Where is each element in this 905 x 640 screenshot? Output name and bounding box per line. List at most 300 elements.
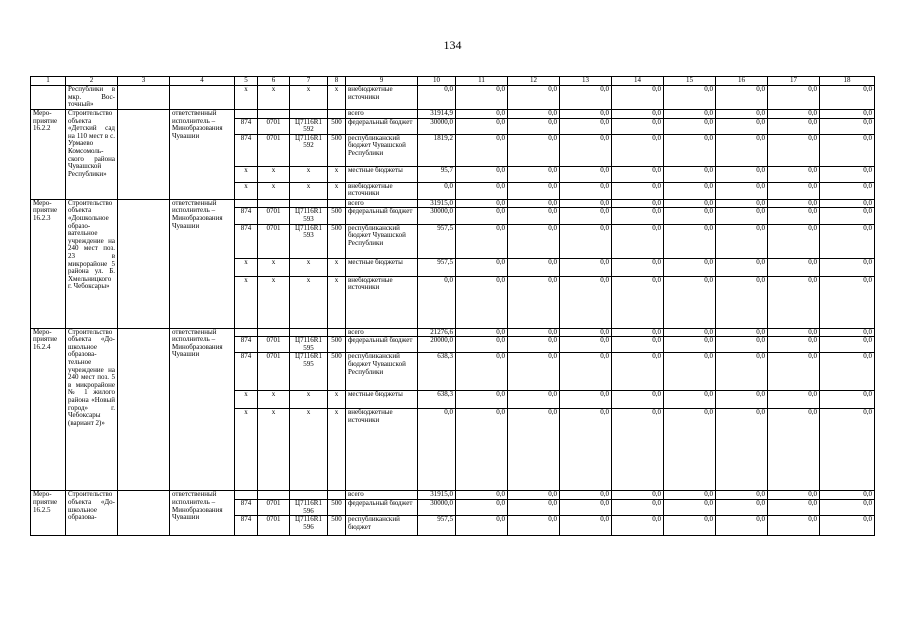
classification-code-cell: Ц7116R1 595: [290, 337, 328, 353]
header-cell: 13: [560, 77, 612, 86]
classification-code-cell: x: [290, 276, 328, 328]
classification-code-cell: Ц7116R1 592: [290, 134, 328, 166]
header-cell: 1: [31, 77, 66, 86]
classification-code-cell: x: [258, 409, 290, 491]
year-value-cell: 0,0: [664, 276, 716, 328]
header-cell: 15: [664, 77, 716, 86]
classification-code-cell: [235, 199, 258, 208]
empty-cell: [118, 328, 170, 491]
year-value-cell: 0,0: [456, 516, 508, 536]
total-value-cell: 957,5: [418, 224, 456, 258]
year-value-cell: 0,0: [612, 328, 664, 337]
empty-cell: [118, 491, 170, 536]
total-value-cell: 20000,0: [418, 337, 456, 353]
year-value-cell: 0,0: [508, 166, 560, 182]
year-value-cell: 0,0: [716, 276, 768, 328]
classification-code-cell: x: [290, 258, 328, 276]
year-value-cell: 0,0: [560, 86, 612, 110]
classification-code-cell: x: [328, 86, 346, 110]
year-value-cell: 0,0: [456, 328, 508, 337]
classification-code-cell: x: [258, 276, 290, 328]
classification-code-cell: [258, 110, 290, 119]
executor-cell: ответственный исполнитель – Минобразования Чувашии: [170, 199, 235, 328]
year-value-cell: 0,0: [768, 328, 820, 337]
classification-code-cell: x: [328, 182, 346, 199]
total-value-cell: 957,5: [418, 516, 456, 536]
classification-code-cell: 500: [328, 337, 346, 353]
year-value-cell: 0,0: [508, 86, 560, 110]
funding-source-cell: местные бюджеты: [346, 391, 418, 409]
year-value-cell: 0,0: [456, 353, 508, 391]
classification-code-cell: x: [258, 258, 290, 276]
event-name-cell: Строительство объекта «Дошкольное образова-: [66, 491, 118, 536]
classification-code-cell: 500: [328, 134, 346, 166]
header-cell: 16: [716, 77, 768, 86]
year-value-cell: 0,0: [560, 118, 612, 134]
year-value-cell: 0,0: [664, 182, 716, 199]
year-value-cell: 0,0: [612, 276, 664, 328]
year-value-cell: 0,0: [560, 182, 612, 199]
year-value-cell: 0,0: [664, 499, 716, 515]
classification-code-cell: Ц7116R1 596: [290, 516, 328, 536]
total-value-cell: 30000,0: [418, 118, 456, 134]
table-row: [31, 328, 875, 337]
event-number-cell: Мероприятие 16.2.2: [31, 110, 66, 200]
year-value-cell: 0,0: [560, 199, 612, 208]
classification-code-cell: 0701: [258, 208, 290, 224]
year-value-cell: 0,0: [768, 208, 820, 224]
year-value-cell: 0,0: [508, 118, 560, 134]
year-value-cell: 0,0: [716, 258, 768, 276]
year-value-cell: 0,0: [820, 353, 875, 391]
year-value-cell: 0,0: [716, 86, 768, 110]
year-value-cell: 0,0: [612, 337, 664, 353]
year-value-cell: 0,0: [456, 86, 508, 110]
year-value-cell: 0,0: [612, 208, 664, 224]
classification-code-cell: 874: [235, 353, 258, 391]
year-value-cell: 0,0: [820, 499, 875, 515]
event-name-cell: Республики в мкр. Восточный»: [66, 86, 118, 110]
event-number-cell: [31, 86, 66, 110]
classification-code-cell: x: [328, 166, 346, 182]
year-value-cell: 0,0: [456, 118, 508, 134]
year-value-cell: 0,0: [820, 182, 875, 199]
year-value-cell: 0,0: [820, 166, 875, 182]
year-value-cell: 0,0: [768, 391, 820, 409]
year-value-cell: 0,0: [820, 276, 875, 328]
classification-code-cell: Ц7116R1 592: [290, 118, 328, 134]
event-number-cell: Мероприятие 16.2.4: [31, 328, 66, 491]
classification-code-cell: 874: [235, 337, 258, 353]
event-name-cell: Строительство объекта «Детский сад на 110 мест в с. Урмаево Комсомольского района Чувашской Республики»: [66, 110, 118, 200]
funding-source-cell: местные бюджеты: [346, 258, 418, 276]
classification-code-cell: 500: [328, 353, 346, 391]
year-value-cell: 0,0: [508, 110, 560, 119]
funding-source-cell: всего: [346, 199, 418, 208]
total-value-cell: 0,0: [418, 276, 456, 328]
classification-code-cell: 0701: [258, 516, 290, 536]
classification-code-cell: 874: [235, 134, 258, 166]
year-value-cell: 0,0: [612, 409, 664, 491]
classification-code-cell: [235, 328, 258, 337]
year-value-cell: 0,0: [664, 208, 716, 224]
funding-source-cell: всего: [346, 491, 418, 500]
year-value-cell: 0,0: [560, 409, 612, 491]
header-cell: 3: [118, 77, 170, 86]
classification-code-cell: x: [290, 182, 328, 199]
year-value-cell: 0,0: [508, 391, 560, 409]
funding-source-cell: всего: [346, 110, 418, 119]
year-value-cell: 0,0: [560, 391, 612, 409]
year-value-cell: 0,0: [716, 110, 768, 119]
year-value-cell: 0,0: [664, 391, 716, 409]
funding-source-cell: республиканский бюджет Чувашской Республики: [346, 224, 418, 258]
classification-code-cell: x: [290, 391, 328, 409]
classification-code-cell: [258, 328, 290, 337]
year-value-cell: 0,0: [664, 337, 716, 353]
year-value-cell: 0,0: [716, 491, 768, 500]
year-value-cell: 0,0: [508, 337, 560, 353]
classification-code-cell: x: [235, 258, 258, 276]
page-number: 134: [443, 38, 462, 52]
year-value-cell: 0,0: [456, 208, 508, 224]
header-cell: 18: [820, 77, 875, 86]
classification-code-cell: 874: [235, 499, 258, 515]
header-cell: 5: [235, 77, 258, 86]
funding-source-cell: республиканский бюджет Чувашской Республики: [346, 353, 418, 391]
year-value-cell: 0,0: [612, 118, 664, 134]
classification-code-cell: Ц7116R1 595: [290, 353, 328, 391]
year-value-cell: 0,0: [508, 134, 560, 166]
year-value-cell: 0,0: [560, 353, 612, 391]
year-value-cell: 0,0: [664, 199, 716, 208]
classification-code-cell: [290, 491, 328, 500]
year-value-cell: 0,0: [716, 166, 768, 182]
classification-code-cell: 874: [235, 224, 258, 258]
year-value-cell: 0,0: [560, 110, 612, 119]
table-body: [31, 77, 875, 536]
year-value-cell: 0,0: [768, 409, 820, 491]
year-value-cell: 0,0: [508, 353, 560, 391]
year-value-cell: 0,0: [716, 353, 768, 391]
executor-cell: ответственный исполнитель – Минобразования Чувашии: [170, 328, 235, 491]
year-value-cell: 0,0: [508, 516, 560, 536]
year-value-cell: 0,0: [508, 199, 560, 208]
year-value-cell: 0,0: [768, 118, 820, 134]
total-value-cell: 21276,6: [418, 328, 456, 337]
classification-code-cell: x: [258, 86, 290, 110]
year-value-cell: 0,0: [508, 224, 560, 258]
year-value-cell: 0,0: [768, 353, 820, 391]
classification-code-cell: x: [235, 166, 258, 182]
year-value-cell: 0,0: [768, 110, 820, 119]
classification-code-cell: 500: [328, 208, 346, 224]
year-value-cell: 0,0: [768, 258, 820, 276]
year-value-cell: 0,0: [456, 499, 508, 515]
year-value-cell: 0,0: [716, 208, 768, 224]
header-cell: 17: [768, 77, 820, 86]
classification-code-cell: 0701: [258, 224, 290, 258]
year-value-cell: 0,0: [508, 276, 560, 328]
year-value-cell: 0,0: [456, 134, 508, 166]
year-value-cell: 0,0: [456, 258, 508, 276]
classification-code-cell: 874: [235, 516, 258, 536]
header-cell: 14: [612, 77, 664, 86]
header-cell: 12: [508, 77, 560, 86]
year-value-cell: 0,0: [612, 199, 664, 208]
year-value-cell: 0,0: [612, 258, 664, 276]
year-value-cell: 0,0: [768, 516, 820, 536]
classification-code-cell: [290, 328, 328, 337]
classification-code-cell: Ц7116R1 593: [290, 224, 328, 258]
classification-code-cell: 0701: [258, 134, 290, 166]
year-value-cell: 0,0: [560, 516, 612, 536]
classification-code-cell: x: [328, 409, 346, 491]
total-value-cell: 957,5: [418, 258, 456, 276]
classification-code-cell: x: [328, 276, 346, 328]
year-value-cell: 0,0: [820, 118, 875, 134]
year-value-cell: 0,0: [508, 258, 560, 276]
year-value-cell: 0,0: [560, 491, 612, 500]
funding-source-cell: внебюджетные источники: [346, 276, 418, 328]
year-value-cell: 0,0: [768, 276, 820, 328]
year-value-cell: 0,0: [508, 208, 560, 224]
total-value-cell: 0,0: [418, 409, 456, 491]
year-value-cell: 0,0: [768, 166, 820, 182]
year-value-cell: 0,0: [716, 328, 768, 337]
classification-code-cell: 500: [328, 118, 346, 134]
year-value-cell: 0,0: [508, 409, 560, 491]
year-value-cell: 0,0: [820, 516, 875, 536]
year-value-cell: 0,0: [820, 491, 875, 500]
classification-code-cell: x: [235, 182, 258, 199]
year-value-cell: 0,0: [820, 224, 875, 258]
year-value-cell: 0,0: [560, 328, 612, 337]
header-cell: 7: [290, 77, 328, 86]
classification-code-cell: [290, 110, 328, 119]
table-row: [31, 491, 875, 500]
executor-cell: ответственный исполнитель – Минобразования Чувашии: [170, 110, 235, 200]
year-value-cell: 0,0: [664, 118, 716, 134]
year-value-cell: 0,0: [820, 134, 875, 166]
header-cell: 4: [170, 77, 235, 86]
classification-code-cell: [328, 199, 346, 208]
classification-code-cell: x: [290, 166, 328, 182]
year-value-cell: 0,0: [820, 409, 875, 491]
event-number-cell: Мероприятие 16.2.5: [31, 491, 66, 536]
classification-code-cell: 500: [328, 516, 346, 536]
year-value-cell: 0,0: [664, 516, 716, 536]
year-value-cell: 0,0: [612, 166, 664, 182]
year-value-cell: 0,0: [612, 224, 664, 258]
classification-code-cell: [328, 328, 346, 337]
year-value-cell: 0,0: [560, 166, 612, 182]
year-value-cell: 0,0: [456, 391, 508, 409]
classification-code-cell: 874: [235, 208, 258, 224]
year-value-cell: 0,0: [456, 276, 508, 328]
funding-source-cell: внебюджетные источники: [346, 409, 418, 491]
year-value-cell: 0,0: [820, 328, 875, 337]
classification-code-cell: 0701: [258, 337, 290, 353]
year-value-cell: 0,0: [560, 499, 612, 515]
header-cell: 11: [456, 77, 508, 86]
classification-code-cell: 0701: [258, 353, 290, 391]
year-value-cell: 0,0: [560, 134, 612, 166]
classification-code-cell: x: [258, 166, 290, 182]
classification-code-cell: [328, 491, 346, 500]
year-value-cell: 0,0: [768, 224, 820, 258]
classification-code-cell: [290, 199, 328, 208]
total-value-cell: 0,0: [418, 86, 456, 110]
table-row: [31, 199, 875, 208]
classification-code-cell: [258, 199, 290, 208]
year-value-cell: 0,0: [716, 118, 768, 134]
year-value-cell: 0,0: [508, 491, 560, 500]
total-value-cell: 0,0: [418, 182, 456, 199]
table-row: [31, 110, 875, 119]
year-value-cell: 0,0: [456, 199, 508, 208]
classification-code-cell: x: [290, 86, 328, 110]
year-value-cell: 0,0: [560, 276, 612, 328]
year-value-cell: 0,0: [612, 86, 664, 110]
header-cell: 9: [346, 77, 418, 86]
year-value-cell: 0,0: [664, 491, 716, 500]
classification-code-cell: [235, 491, 258, 500]
funding-source-cell: республиканский бюджет Чувашской Республики: [346, 134, 418, 166]
total-value-cell: 1819,2: [418, 134, 456, 166]
classification-code-cell: 874: [235, 118, 258, 134]
year-value-cell: 0,0: [664, 328, 716, 337]
event-name-cell: Строительство объекта «Дошкольное образовательное учреждение на 240 мест поз. 23 в микрорайоне 5 района ул. Б. Хмельницкого г. Чебоксары»: [66, 199, 118, 328]
year-value-cell: 0,0: [612, 182, 664, 199]
funding-source-cell: федеральный бюджет: [346, 118, 418, 134]
classification-code-cell: x: [235, 86, 258, 110]
classification-code-cell: x: [328, 258, 346, 276]
year-value-cell: 0,0: [664, 409, 716, 491]
year-value-cell: 0,0: [716, 182, 768, 199]
year-value-cell: 0,0: [508, 182, 560, 199]
total-value-cell: 31915,0: [418, 491, 456, 500]
funding-source-cell: местные бюджеты: [346, 166, 418, 182]
classification-code-cell: Ц7116R1 593: [290, 208, 328, 224]
total-value-cell: 30000,0: [418, 499, 456, 515]
funding-source-cell: федеральный бюджет: [346, 208, 418, 224]
year-value-cell: 0,0: [456, 491, 508, 500]
year-value-cell: 0,0: [716, 409, 768, 491]
year-value-cell: 0,0: [456, 409, 508, 491]
year-value-cell: 0,0: [716, 224, 768, 258]
year-value-cell: 0,0: [612, 134, 664, 166]
year-value-cell: 0,0: [560, 258, 612, 276]
total-value-cell: 31915,0: [418, 199, 456, 208]
year-value-cell: 0,0: [456, 182, 508, 199]
year-value-cell: 0,0: [768, 86, 820, 110]
classification-code-cell: [235, 110, 258, 119]
year-value-cell: 0,0: [508, 328, 560, 337]
year-value-cell: 0,0: [716, 199, 768, 208]
funding-source-cell: республиканский бюджет: [346, 516, 418, 536]
classification-code-cell: x: [235, 391, 258, 409]
funding-source-cell: внебюджетные источники: [346, 86, 418, 110]
header-cell: 2: [66, 77, 118, 86]
year-value-cell: 0,0: [820, 110, 875, 119]
header-cell: 6: [258, 77, 290, 86]
funding-source-cell: всего: [346, 328, 418, 337]
year-value-cell: 0,0: [768, 134, 820, 166]
classification-code-cell: 500: [328, 224, 346, 258]
year-value-cell: 0,0: [456, 166, 508, 182]
year-value-cell: 0,0: [612, 516, 664, 536]
classification-code-cell: x: [258, 391, 290, 409]
year-value-cell: 0,0: [456, 224, 508, 258]
year-value-cell: 0,0: [612, 353, 664, 391]
year-value-cell: 0,0: [768, 499, 820, 515]
event-number-cell: Мероприятие 16.2.3: [31, 199, 66, 328]
total-value-cell: 31914,9: [418, 110, 456, 119]
year-value-cell: 0,0: [508, 499, 560, 515]
funding-source-cell: федеральный бюджет: [346, 337, 418, 353]
budget-table: [30, 76, 875, 536]
year-value-cell: 0,0: [716, 337, 768, 353]
year-value-cell: 0,0: [560, 337, 612, 353]
year-value-cell: 0,0: [612, 110, 664, 119]
year-value-cell: 0,0: [664, 110, 716, 119]
year-value-cell: 0,0: [456, 337, 508, 353]
event-name-cell: Строительство объекта «Дошкольное образовательное учреждение на 240 мест поз. 5 в микрорайоне № 1 жилого района «Новый город» г. Чебоксары (вариант 2)»: [66, 328, 118, 491]
year-value-cell: 0,0: [664, 258, 716, 276]
header-cell: 10: [418, 77, 456, 86]
executor-cell: [170, 86, 235, 110]
funding-source-cell: федеральный бюджет: [346, 499, 418, 515]
classification-code-cell: x: [258, 182, 290, 199]
empty-cell: [118, 199, 170, 328]
year-value-cell: 0,0: [768, 491, 820, 500]
year-value-cell: 0,0: [716, 134, 768, 166]
year-value-cell: 0,0: [820, 337, 875, 353]
total-value-cell: 30000,0: [418, 208, 456, 224]
total-value-cell: 638,3: [418, 391, 456, 409]
year-value-cell: 0,0: [716, 391, 768, 409]
year-value-cell: 0,0: [664, 134, 716, 166]
empty-cell: [118, 110, 170, 200]
year-value-cell: 0,0: [612, 499, 664, 515]
year-value-cell: 0,0: [716, 516, 768, 536]
year-value-cell: 0,0: [768, 337, 820, 353]
year-value-cell: 0,0: [664, 86, 716, 110]
header-cell: 8: [328, 77, 346, 86]
year-value-cell: 0,0: [820, 208, 875, 224]
year-value-cell: 0,0: [560, 224, 612, 258]
year-value-cell: 0,0: [820, 86, 875, 110]
year-value-cell: 0,0: [716, 499, 768, 515]
classification-code-cell: 500: [328, 499, 346, 515]
year-value-cell: 0,0: [820, 199, 875, 208]
classification-code-cell: [258, 491, 290, 500]
classification-code-cell: 0701: [258, 499, 290, 515]
classification-code-cell: x: [290, 409, 328, 491]
year-value-cell: 0,0: [820, 391, 875, 409]
header-row: [31, 77, 875, 86]
year-value-cell: 0,0: [612, 491, 664, 500]
year-value-cell: 0,0: [768, 182, 820, 199]
table-row: [31, 86, 875, 110]
total-value-cell: 95,7: [418, 166, 456, 182]
empty-cell: [118, 86, 170, 110]
year-value-cell: 0,0: [456, 110, 508, 119]
classification-code-cell: x: [235, 276, 258, 328]
classification-code-cell: x: [328, 391, 346, 409]
classification-code-cell: x: [235, 409, 258, 491]
